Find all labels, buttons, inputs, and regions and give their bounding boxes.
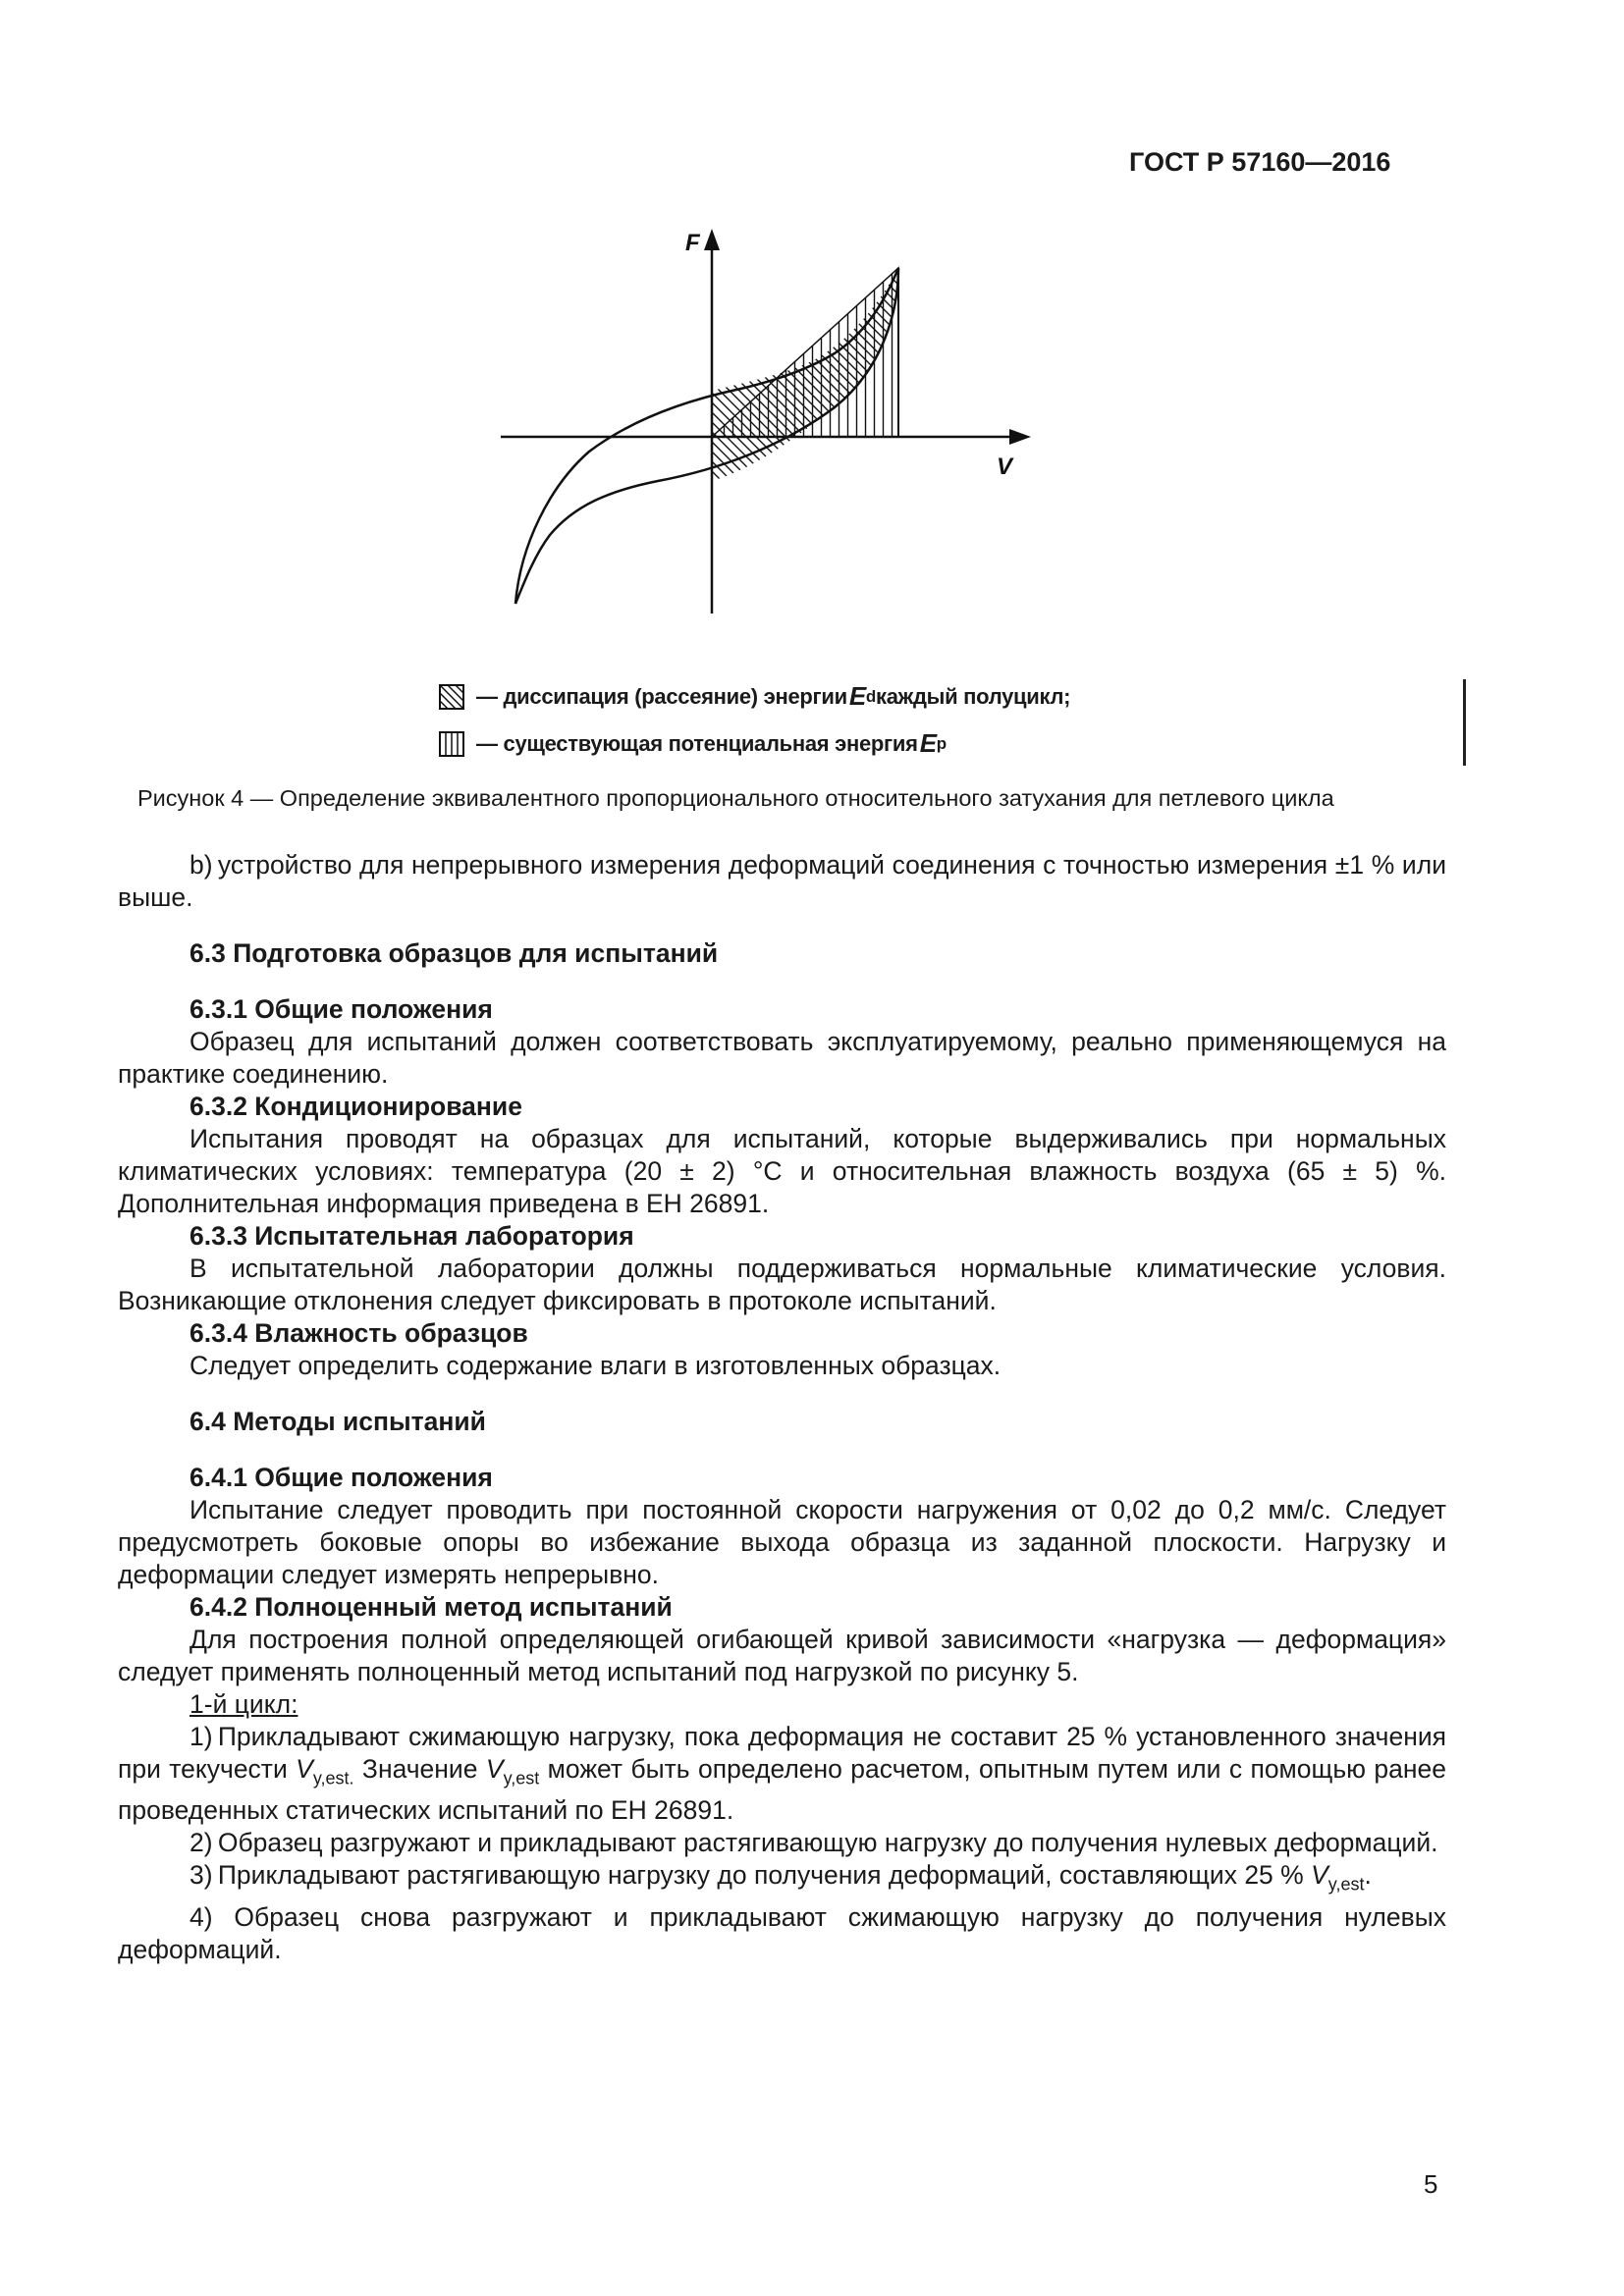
section-6-3-2-heading: 6.3.2 Кондиционирование	[189, 1092, 522, 1121]
step-1-part: Значение	[353, 1754, 486, 1784]
legend-subscript: p	[936, 733, 947, 753]
section-6-3-1-text: Образец для испытаний должен соответствовать эксплуатируемому, реально применяющемуся на практике соединению.	[118, 1027, 1446, 1089]
main-text	[118, 849, 1446, 1966]
axis-x-label: V	[997, 454, 1013, 480]
section-6-4-1-heading: 6.4.1 Общие положения	[189, 1463, 493, 1492]
legend-symbol: E	[848, 681, 866, 711]
section-6-3-heading: 6.3 Подготовка образцов для испытаний	[189, 938, 719, 968]
x-axis-arrow	[1009, 429, 1031, 445]
legend-dissipation	[439, 681, 1070, 712]
subscript: y,est.	[312, 1768, 354, 1789]
step-3	[118, 1859, 1446, 1900]
legend-subscript: d	[865, 686, 877, 706]
step-2: 2) Образец разгружают и прикладывают растягивающую нагрузку до получения нулевых деформаций.	[189, 1828, 1438, 1858]
step-3-part: .	[1364, 1860, 1372, 1891]
symbol-v: V	[485, 1754, 504, 1784]
legend-potential	[439, 728, 947, 759]
section-6-4-2-heading: 6.4.2 Полноценный метод испытаний	[189, 1592, 673, 1622]
revision-bar	[1463, 679, 1466, 766]
section-6-3-2-text: Испытания проводят на образцах для испытаний, которые выдерживались при нормальных климатических условиях: температура (20 ± 2) °С и относительная влажность воздуха (65 ± 5) %. Дополнительная информация приведена в ЕН 26891.	[118, 1124, 1446, 1218]
vertical-hatch-icon	[439, 731, 464, 757]
section-6-3-3-text: В испытательной лаборатории должны поддерживаться нормальные климатические условия. Возникающие отклонения следует фиксировать в протоколе испытаний.	[118, 1254, 1446, 1315]
hysteresis-loop-figure	[481, 221, 1051, 643]
diagonal-hatch-icon	[439, 684, 464, 710]
step-3-part: 3) Прикладывают растягивающую нагрузку до получения деформаций, составляющих 25 %	[189, 1860, 1312, 1891]
subscript: y,est	[1327, 1874, 1365, 1895]
cycle-1-text: 1-й цикл:	[189, 1689, 298, 1719]
legend-text-after: каждый полуцикл;	[876, 683, 1071, 709]
page-number: 5	[1424, 2169, 1438, 2199]
section-6-3-4-text: Следует определить содержание влаги в изготовленных образцах.	[189, 1351, 1001, 1380]
step-4: 4) Образец снова разгружают и прикладывают сжимающую нагрузку до получения нулевых деформаций.	[118, 1901, 1446, 1964]
item-b: b) устройство для непрерывного измерения деформаций соединения с точностью измерения ±1 % или выше.	[118, 850, 1446, 912]
y-axis-arrow	[704, 229, 720, 250]
step-1-part: может быть определено расчетом, опытным путем или с помощью ранее проведенных статических испытаний по ЕН 26891.	[118, 1754, 1446, 1826]
section-6-4-2-text: Для построения полной определяющей огибающей кривой зависимости «нагрузка — деформация» следует применять полноценный метод испытаний под нагрузкой по рисунку 5.	[118, 1625, 1446, 1686]
legend-text: — диссипация (рассеяние) энергии	[476, 683, 847, 709]
step-1	[118, 1721, 1446, 1827]
symbol-v: V	[1311, 1860, 1328, 1891]
section-6-3-1-heading: 6.3.1 Общие положения	[189, 994, 493, 1024]
section-6-4-1-text: Испытание следует проводить при постоянной скорости нагружения от 0,02 до 0,2 мм/с. Следует предусмотреть боковые опоры во избежание выхода образца из заданной плоскости. Нагрузку и деформации следует измерять непрерывно.	[118, 1495, 1446, 1589]
document-id: ГОСТ Р 57160—2016	[1129, 147, 1391, 177]
section-6-3-3-heading: 6.3.3 Испытательная лаборатория	[189, 1221, 634, 1251]
section-6-3-4-heading: 6.3.4 Влажность образцов	[189, 1318, 528, 1348]
step-1-part: 1) Прикладывают сжимающую нагрузку, пока деформация не составит 25 % установленного значения при текучести	[118, 1722, 1446, 1784]
figure-caption: Рисунок 4 — Определение эквивалентного пропорционального относительного затухания для петлевого цикла	[137, 785, 1334, 811]
axis-y-label: F	[685, 230, 700, 256]
legend-symbol: E	[919, 728, 937, 758]
section-6-4-heading: 6.4 Методы испытаний	[189, 1407, 486, 1436]
legend-text: — существующая потенциальная энергия	[476, 730, 918, 756]
subscript: y,est	[503, 1768, 540, 1789]
cycle-1-label	[118, 1688, 1446, 1721]
symbol-v: V	[296, 1754, 313, 1784]
